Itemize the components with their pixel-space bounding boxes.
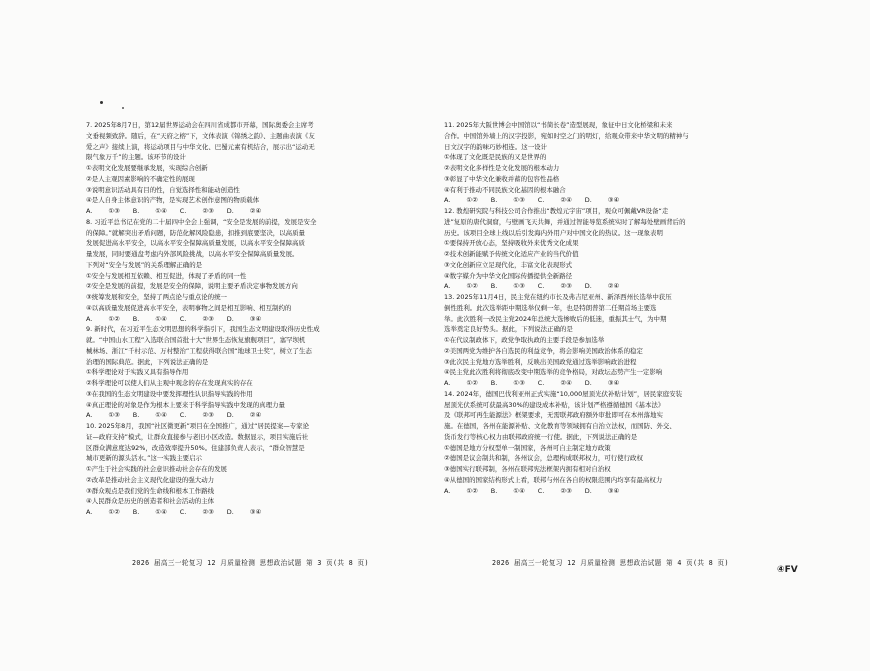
question-stem-line: 及《联邦可再生能源法》框架要求，无需联邦政府额外审批即可在本州落地实: [444, 411, 663, 420]
question-stem-line: 屋顶光伏系统可获最高30%的建设成本补贴，该计划严格遵循德国《基本法》: [444, 400, 665, 409]
question-stem-line: 限气象万千”的主题。该环节的设计: [86, 153, 186, 162]
statement-option: ①科学理论对于实践又具有指导作用: [86, 368, 189, 377]
statement-option: ③德国实行联邦制，各州在联邦宪法框架内拥有相对自治权: [444, 465, 611, 473]
statement-option: ③彰显了中华文化兼收并蓄的包容性品格: [444, 174, 560, 183]
statement-option: ④数字媒介为中华文化国际传播提供全新路径: [444, 271, 573, 280]
question-stem-line: 的保障。”就解突出矛盾问题，防范化解风险隐患，扣推到底要坚决，以高质量: [86, 228, 305, 237]
question-stem-line: 举。此次胜利一改民主党2024年总统大选惨败后的低迷，重振其士气，为中期: [444, 314, 667, 323]
question-stem-line: 文垂视频致辞。随后，在“天府之榕”下，文体表演《锦绣之韵》、主题曲表演《友: [86, 131, 315, 140]
statement-option: ④人民群众是历史的创造者和社会活动的主体: [86, 497, 215, 506]
statement-option: ②德国是议会制共和制，各州议会，总理构成联邦权力，可行使行政权: [444, 454, 643, 463]
statement-option: ④是人自身主体意识的产物，是实现艺术创作意图的物质载体: [86, 196, 260, 205]
question-7: [86, 120, 433, 217]
answer-choices: A. ①③ B. ①④ C. ②③ D. ②④: [86, 411, 262, 420]
statement-option: ②科学理论可以使人们从主观中观念的存在发现真实的存在: [86, 379, 253, 387]
question-stem-line: 区群众满意度达92%，改造效率提升50%。住建部负责人表示，“群众智慧是: [86, 443, 305, 452]
answer-choices: A. ①② B. ①③ C. ②③ D. ②④: [444, 282, 620, 291]
page-footer-left: 2026 届高三一轮复习 12 月质量检测 思想政治试题 第 3 页(共 8 页): [132, 559, 369, 567]
question-stem-line: 爱之声》接续上演，将运动项目与中华文化、巴蜀元素有机结合，展示出“运动无: [86, 142, 315, 151]
statement-option: ②技术创新能赋予传统文化适应产业的当代价值: [444, 250, 579, 258]
question-14: [444, 389, 789, 497]
question-10: [86, 421, 433, 518]
right-column: [444, 120, 789, 496]
statement-option: ①安全与发展相互依赖、相互促进，体现了矛盾的同一性: [86, 271, 247, 280]
question-stem-line: 9. 新时代，在习近平生态文明思想的科学指引下，我国生态文明建设取得历史性成: [86, 325, 320, 334]
question-stem-line: 施。在德国，各州在能源补贴、文化教育等领域拥有自治立法权，而国防、外交、: [444, 422, 676, 430]
page-footer-right: 2026 届高三一轮复习 12 月质量检测 思想政治试题 第 4 页(共 8 页): [492, 559, 729, 567]
question-stem-line: 城市更新的源头活水。”这一实践主要启示: [86, 454, 202, 463]
question-stem-line: 12. 教煌研究院与科技公司合作推出“教煌元宇宙”项目，观众可佩戴VR设备“走: [444, 207, 669, 215]
question-stem-line: 倒性胜利。此次选举距中期选举仅剩一年，也是特朗普第二任期首场主要选: [444, 303, 657, 312]
statement-option: ④从德国的国家结构形式上看，联邦与州在各自的权限范围内均享有最高权力: [444, 475, 663, 484]
question-stem-line: 日文汉字的韵味巧妙相连。这一设计: [444, 142, 548, 151]
statement-option: ②表明文化多样性是文化发展的根本动力: [444, 164, 560, 172]
statement-option: ①在代议制政体下，政党争取执政的主要手段是参加选举: [444, 336, 605, 344]
statement-option: ①体现了文化既是民族的又是世界的: [444, 153, 547, 162]
statement-option: ③统筹发展和安全，坚持了两点论与重点论的统一: [86, 293, 227, 301]
statement-option: ④民主党此次胜利将彻底改变中期选举的竞争格局，对政坛态势产生一定影响: [444, 368, 663, 377]
scan-speck: [122, 107, 124, 109]
statement-option: ②改革是推动社会主义现代化建设的强大动力: [86, 475, 215, 484]
statement-option: ③在我国的生态文明建设中要发挥理性认识指导实践的作用: [86, 389, 253, 398]
statement-option: ③文化创新应立足现代化，丰富文化表现形式: [444, 260, 573, 269]
question-11: [444, 120, 789, 206]
answer-choices: A. ①② B. ①③ C. ②④ D. ③④: [444, 379, 620, 387]
statement-option: ②是人主观因素影响的不确定性的展现: [86, 174, 195, 183]
left-column: [86, 120, 433, 518]
answer-choices: A. ①③ B. ①④ C. ②③ D. ②④: [86, 207, 262, 215]
statement-option: ③说明意识活动具有目的性，自觉选择性和能动创造性: [86, 185, 240, 194]
question-stem-line: 械林场、浙江“千村示范、万村整治”工程获得联合国“地球卫士奖”，树立了生态: [86, 346, 312, 355]
question-stem-line: 10. 2025年8月，我国“社区微更新”项目在全国推广，通过“居民提案—专家论: [86, 422, 310, 430]
question-stem-line: 量发展，同时要通盘考虑内外部风险挑战，以高水平安全保障高质量发展。: [86, 250, 299, 258]
statement-option: ④真正理论的对象是作为根本上要来于科学指导实践中发现的真理力量: [86, 400, 285, 409]
question-stem-line: 13. 2025年11月4日，民主党在纽约市长及弗吉尼亚州、新泽西州长选举中获压: [444, 293, 672, 301]
statement-option: ②美国两党为维护各自选民的利益竞争，将会影响美国政治体系的稳定: [444, 346, 643, 355]
question-stem-line: 证—政府支持”模式，让群众直接参与老旧小区改造。数据显示，项目实施后社: [86, 432, 309, 441]
statement-option: ①要保持开放心态，坚持吸收外来优秀文化成果: [444, 239, 579, 248]
question-stem-line: 货币发行等核心权力由联邦政府统一行使。据此，下列说法正确的是: [444, 432, 638, 441]
question-stem-line: 进”复原的唐代洞窟，与壁画飞天共舞，并通过智能导览系统实时了解每处壁画背后的: [444, 217, 686, 226]
corner-mark: ④FV: [777, 565, 798, 575]
question-stem-line: 治理的国际典范。据此，下列说法正确的是: [86, 357, 209, 366]
statement-option: ②安全是发展的前提，发展是安全的保障，说明主要矛盾决定事物发展方向: [86, 282, 298, 291]
statement-option: ①表明文化发展要继承发展，实现综合创新: [86, 164, 208, 172]
question-stem-line: 11. 2025年大阪世博会中国馆以“书简长卷”造型展现，象征中日文化桥梁和未来: [444, 121, 673, 129]
answer-choices: A. ①② B. ①④ C. ②③ D. ③④: [444, 486, 620, 495]
question-stem-line: 合作。中国馆外墙上的汉字投影，宛如时空之门的明灯，给观众带来中华文明的精神与: [444, 131, 689, 140]
statement-option: ④有利于推动不同民族文化基因的根本融合: [444, 185, 566, 194]
question-stem-line: 选举奠定良好势头。据此，下列说法正确的是: [444, 325, 573, 334]
question-stem-line: 8. 习近平总书记在党的二十届四中全会上强调，“安全是发展的前提，发展是安全: [86, 217, 317, 226]
statement-option: ①产生于社会实践的社会意识推动社会存在的发展: [86, 465, 227, 473]
answer-choices: A. ①② B. ①③ C. ②④ D. ③④: [444, 196, 620, 205]
question-stem-line: 7. 2025年8月7日，第12届世界运动会在四川省成都市开幕，国际奥委会主席考: [86, 121, 314, 129]
question-13: [444, 292, 789, 389]
answer-choices: A. ①② B. ①④ C. ②③ D. ③④: [86, 508, 262, 516]
statement-option: ③群众观点是我们党的生命线和根本工作路线: [86, 486, 215, 495]
statement-option: ③此次民主党地方选举胜利，反映出美国政党通过选举影响政治进程: [444, 357, 637, 366]
question-stem-line: 14. 2024年，德国巴伐利亚州正式实施“10,000屋顶光伏补贴计划”，居民家庭安装: [444, 389, 683, 398]
question-8: [86, 217, 433, 325]
scan-speck: [100, 101, 103, 104]
question-stem-line: 下列对“安全与发展”的关系理解正确的是: [86, 260, 203, 269]
answer-choices: A. ①② B. ①④ C. ②③ D. ③④: [86, 314, 262, 323]
statement-option: ①德国是地方分权型单一制国家，各州可自主制定地方政策: [444, 443, 611, 452]
question-stem-line: 历史。该项目全球上线以后引发海内外用户对中国文化的热议。这一现象表明: [444, 228, 663, 237]
statement-option: ④以高质量发展促进高水平安全，表明事物之间是相互影响、相互制约的: [86, 303, 292, 312]
question-stem-line: 就。“中国山水工程”入选联合国首批十大“世界生态恢复旗舰项目”，塞罕坝机: [86, 336, 306, 344]
question-9: [86, 324, 433, 421]
question-stem-line: 发展促进高水平安全，以高水平安全保障高质量发展，以高水平安全保障高质: [86, 239, 305, 248]
question-12: [444, 206, 789, 292]
